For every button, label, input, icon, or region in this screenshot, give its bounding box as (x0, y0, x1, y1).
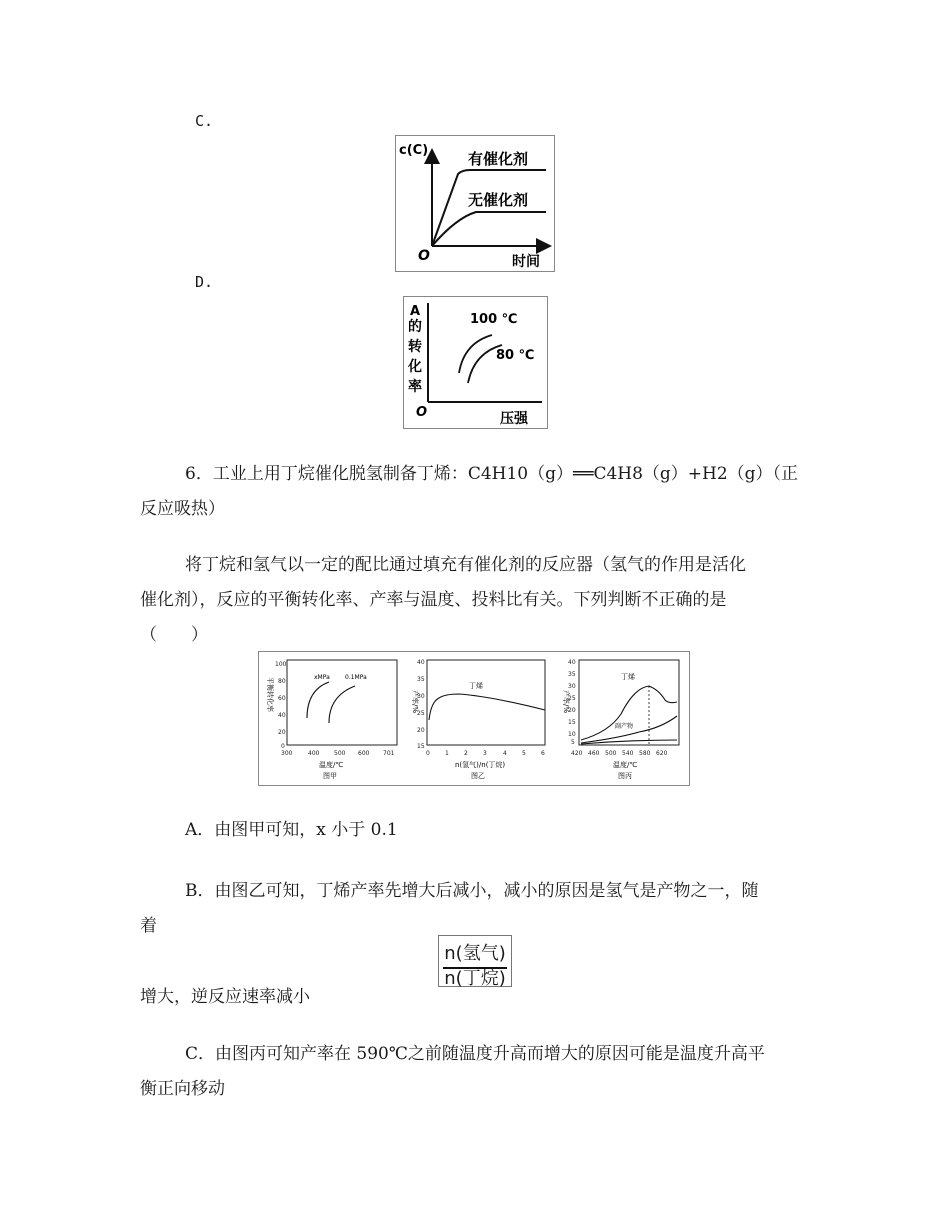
caption: 图丙 (618, 772, 632, 780)
y-axis-label: c(C) (399, 143, 429, 158)
y-tick: 15 (417, 743, 425, 750)
x-tick: 620 (656, 750, 668, 757)
y-label-char-2: 的 (408, 319, 422, 335)
y-label-char-4: 化 (408, 359, 422, 375)
question-line-1: 6．工业上用丁烷催化脱氢制备丁烯：C4H10（g）══C4H8（g）+H2（g）（正 (185, 464, 799, 484)
chart-yi (411, 659, 545, 780)
answer-c-line-1: C．由图丙可知产率在 590℃之前随温度升高而增大的原因可能是温度升高平 (185, 1044, 765, 1064)
series-label: 副产物 (615, 723, 634, 730)
x-tick: 3 (483, 750, 487, 757)
option-c-label: C. (195, 112, 214, 130)
x-tick: 2 (464, 750, 468, 757)
x-tick: 500 (605, 750, 617, 757)
y-tick: 25 (568, 695, 576, 702)
answer-b-line-1: B．由图乙可知，丁烯产率先增大后减小，减小的原因是氢气是产物之一，随 (185, 881, 759, 901)
x-tick: 540 (622, 750, 634, 757)
x-axis-label: 温度/℃ (613, 761, 638, 769)
series-line (581, 686, 677, 740)
y-tick: 60 (278, 695, 286, 702)
y-tick: 30 (568, 683, 576, 690)
y-tick: 25 (417, 710, 425, 717)
y-tick: 20 (278, 729, 286, 736)
curve-label-top: 有催化剂 (468, 150, 529, 168)
fraction-numerator: n(氢气) (444, 943, 506, 964)
x-tick: 6 (541, 750, 545, 757)
x-axis-label: 时间 (512, 254, 540, 270)
x-axis-label: n(氢气)/n(丁烷) (455, 761, 506, 769)
x-axis-label: 压强 (500, 411, 528, 427)
x-tick: 580 (639, 750, 651, 757)
series-label: xMPa (314, 674, 330, 681)
chart-jia (266, 660, 397, 780)
x-tick: 460 (588, 750, 600, 757)
x-tick: 300 (281, 750, 293, 757)
x-tick: 600 (358, 750, 370, 757)
plot-frame (287, 660, 397, 745)
fraction-denominator: n(丁烷) (444, 968, 506, 989)
caption: 图甲 (323, 772, 337, 780)
y-tick: 15 (568, 719, 576, 726)
series-line (329, 686, 355, 723)
origin-label: O (416, 405, 428, 420)
series-label: 丁烯 (469, 682, 483, 690)
curve-label-100c: 100 ℃ (470, 312, 518, 327)
y-tick: 0 (281, 743, 285, 750)
origin-label: O (418, 248, 430, 264)
answer-c-line-2: 衡正向移动 (140, 1079, 225, 1099)
curve-label-80c: 80 ℃ (496, 348, 535, 363)
x-tick: 500 (334, 750, 346, 757)
question-line-2: 反应吸热） (140, 499, 225, 519)
series-line (307, 682, 329, 718)
fraction-h2-over-butane (438, 935, 512, 987)
question-line-4: 催化剂），反应的平衡转化率、产率与温度、投料比有关。下列判断不正确的是 (140, 590, 727, 610)
y-axis-label: 平衡转化率 (266, 677, 274, 712)
option-d-label: D. (195, 273, 214, 291)
y-tick: 35 (417, 676, 425, 683)
y-tick: 20 (417, 727, 425, 734)
y-tick: 40 (278, 712, 286, 719)
curve-without-catalyst (432, 212, 546, 246)
y-tick: 10 (568, 731, 576, 738)
y-label-char-1: A (410, 304, 421, 319)
series-label: 0.1MPa (345, 674, 367, 681)
series-line (429, 694, 545, 720)
x-tick: 0 (426, 750, 430, 757)
y-label-char-3: 转 (408, 339, 422, 355)
y-tick: 100 (275, 661, 287, 668)
y-label-char-5: 率 (408, 379, 422, 395)
x-tick: 400 (308, 750, 320, 757)
x-tick: 4 (503, 750, 507, 757)
caption: 图乙 (471, 772, 485, 780)
y-tick: 20 (568, 707, 576, 714)
answer-b-line-3: 增大，逆反应速率减小 (140, 987, 310, 1007)
figure-panel (258, 651, 690, 786)
y-axis-label: 产率/% (411, 690, 419, 714)
answer-b-line-2: 着 (140, 916, 157, 936)
y-axis-label: 产率/% (562, 690, 570, 714)
curve-100c (459, 335, 492, 373)
plot-frame (427, 660, 545, 745)
y-tick: 80 (278, 678, 286, 685)
x-tick: 5 (522, 750, 526, 757)
curve-label-bottom: 无催化剂 (468, 191, 529, 209)
x-tick: 1 (445, 750, 449, 757)
x-tick: 420 (571, 750, 583, 757)
figure-d (403, 296, 548, 429)
x-axis-label: 温度/℃ (319, 761, 344, 769)
question-line-5: （ ） (140, 625, 208, 645)
y-tick: 35 (568, 671, 576, 678)
y-tick: 40 (417, 659, 425, 666)
x-tick: 701 (383, 750, 395, 757)
answer-a: A．由图甲可知，x 小于 0.1 (185, 820, 398, 840)
series-label: 丁烯 (621, 673, 635, 681)
figure-c (395, 135, 555, 272)
chart-bing (562, 659, 679, 780)
y-tick: 40 (568, 659, 576, 666)
y-tick: 30 (417, 693, 425, 700)
question-line-3: 将丁烷和氢气以一定的配比通过填充有催化剂的反应器（氢气的作用是活化 (185, 555, 746, 575)
y-tick: 5 (571, 739, 575, 746)
